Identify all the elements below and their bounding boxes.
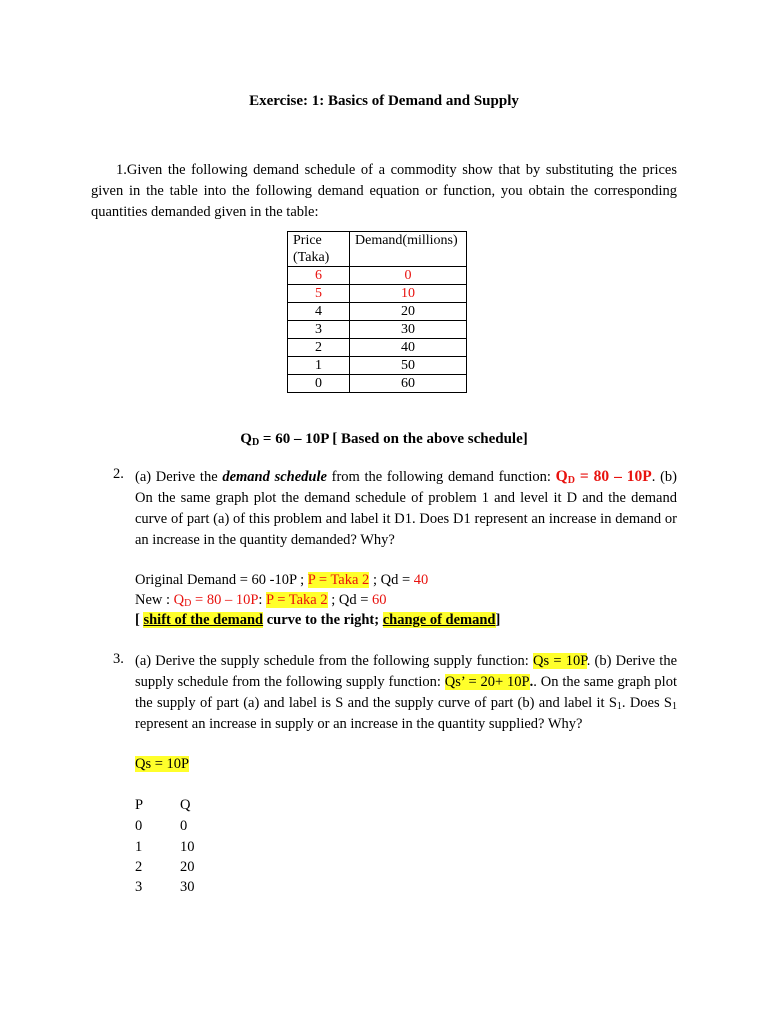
price-cell: 0 (288, 375, 350, 393)
supply-p-cell: 0 (135, 818, 143, 834)
supply-q-cell: 0 (180, 818, 188, 834)
supply-q-cell: 30 (180, 879, 195, 895)
demand-cell: 0 (350, 267, 467, 285)
price-cell: 4 (288, 303, 350, 321)
table-row (288, 375, 467, 393)
col-q-header: Q (180, 797, 191, 813)
question-1-text: 1.Given the following demand schedule of a commodity show that by substituting the prices given in the table into the following demand equation or function, you obtain the corresponding quantities demanded given in the table: (91, 162, 677, 220)
table-row (288, 357, 467, 375)
col-p-header: P (135, 797, 144, 813)
demand-cell: 50 (350, 357, 467, 375)
demand-schedule-table (287, 231, 467, 393)
new-demand-line: New : $Q_D = 80 - 10P$: P = Taka 2 ; Qd = 60 (135, 592, 387, 609)
price-cell: 6 (288, 267, 350, 285)
supply-q-cell: 10 (180, 839, 195, 855)
table-row (288, 267, 467, 285)
demand-cell: 60 (350, 375, 467, 393)
demand-equation: $Q_D = 60 - 10P$ [ Based on the above schedule] (240, 431, 528, 448)
table-row (288, 321, 467, 339)
table-row (288, 303, 467, 321)
demand-cell: 10 (350, 285, 467, 303)
demand-header: Demand(millions) (350, 232, 467, 267)
question-3-text: (a) Derive the supply schedule from the following supply function: Qs = 10P. (b) Derive the supply schedule from the following supply function: Qs’ = 20+ 10P.. On the same graph plot the supply of part (a) and label is S and the supply curve of part (b) and label it $S_1$. Does $S_1$ represent an increase in supply or an increase in the quantity supplied? Why? (135, 653, 678, 732)
page-title: Exercise: 1: Basics of Demand and Supply (249, 93, 519, 109)
price-cell: 5 (288, 285, 350, 303)
supply-function-label: Qs = 10P (135, 756, 190, 772)
price-cell: 1 (288, 357, 350, 375)
demand-cell: 40 (350, 339, 467, 357)
demand-cell: 20 (350, 303, 467, 321)
table-header-row (288, 232, 467, 267)
price-cell: 2 (288, 339, 350, 357)
table-row (288, 339, 467, 357)
original-demand-line: Original Demand = 60 -10P ; P = Taka 2 ; Qd = 40 (135, 572, 429, 588)
table-row (288, 285, 467, 303)
price-header: Price (Taka) (288, 232, 350, 267)
supply-p-cell: 1 (135, 839, 143, 855)
shift-note-line: [ shift of the demand curve to the right; change of demand] (135, 612, 501, 628)
supply-p-cell: 3 (135, 879, 143, 895)
question-3-number: 3. (113, 651, 124, 667)
question-2-text: (a) Derive the demand schedule from the following demand function: $Q_D = 80 - 10P$. (b) On the same graph plot the demand schedule of problem 1 and level it D and the demand curve of part (a) of this problem and label it D1. Does D1 represent an increase in demand or an increase in the quantity demanded? Why? (135, 468, 677, 548)
supply-q-cell: 20 (180, 859, 195, 875)
question-2-number: 2. (113, 466, 124, 482)
supply-p-cell: 2 (135, 859, 143, 875)
demand-cell: 30 (350, 321, 467, 339)
price-cell: 3 (288, 321, 350, 339)
